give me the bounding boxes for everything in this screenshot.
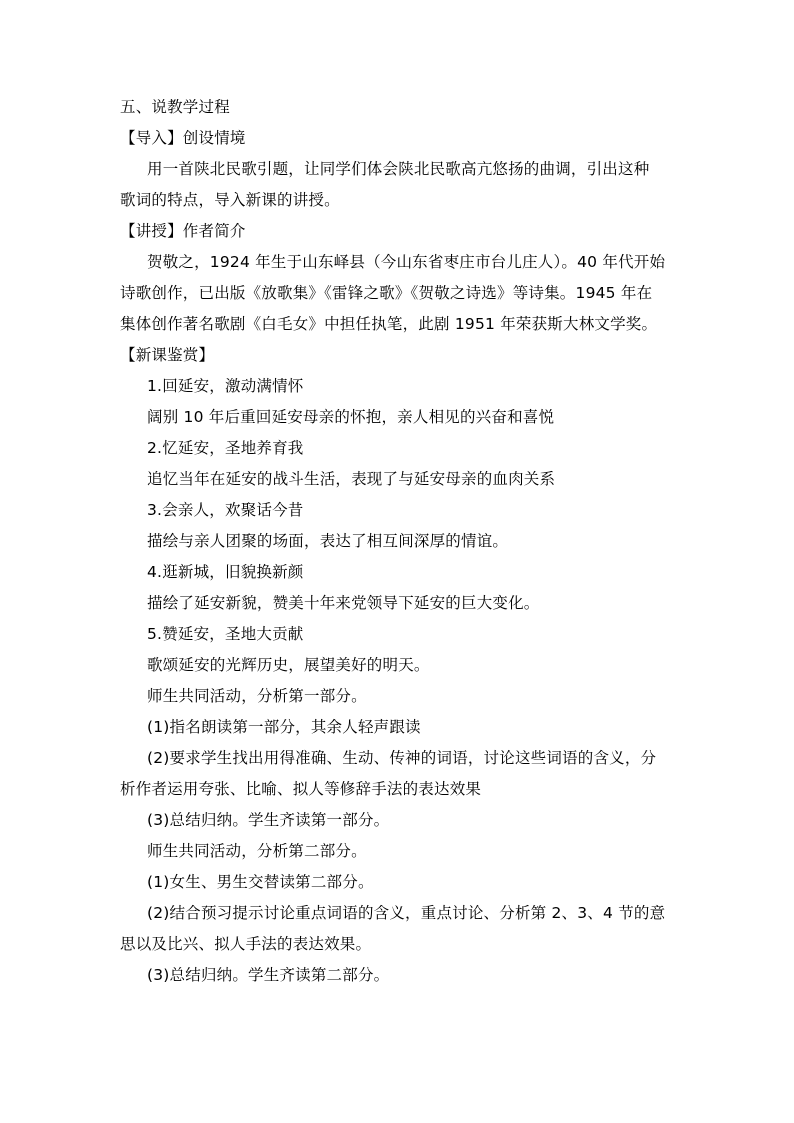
activity-2-step-2-line-2: 思以及比兴、拟人手法的表达效果。 — [120, 935, 372, 953]
author-text-line-3: 集体创作著名歌剧《白毛女》中担任执笔，此剧 1951 年荣获斯大林文学奖。 — [120, 315, 658, 333]
author-text-line-1: 贺敬之，1924 年生于山东峄县（今山东省枣庄市台儿庄人）。40 年代开始 — [147, 253, 666, 271]
lecture-heading: 【讲授】作者简介 — [120, 222, 246, 240]
activity-2-step-3: (3)总结归纳。学生齐读第二部分。 — [147, 966, 390, 984]
section-2-desc: 追忆当年在延安的战斗生活，表现了与延安母亲的血肉关系 — [147, 470, 556, 488]
section-4-title: 4.逛新城，旧貌换新颜 — [147, 563, 304, 581]
activity-1-step-2-line-1: (2)要求学生找出用得准确、生动、传神的词语，讨论这些词语的含义，分 — [147, 749, 657, 767]
intro-text-line-2: 歌词的特点，导入新课的讲授。 — [120, 191, 340, 209]
section-3-title: 3.会亲人，欢聚话今昔 — [147, 501, 304, 519]
section-3-desc: 描绘与亲人团聚的场面，表达了相互间深厚的情谊。 — [147, 532, 509, 550]
intro-text-line-1: 用一首陕北民歌引题，让同学们体会陕北民歌高亢悠扬的曲调，引出这种 — [147, 160, 650, 178]
section-1-desc: 阔别 10 年后重回延安母亲的怀抱，亲人相见的兴奋和喜悦 — [147, 408, 555, 426]
author-text-line-2: 诗歌创作，已出版《放歌集》《雷锋之歌》《贺敬之诗选》等诗集。1945 年在 — [120, 284, 653, 302]
intro-heading: 【导入】创设情境 — [120, 129, 246, 147]
activity-1-step-2-line-2: 析作者运用夸张、比喻、拟人等修辞手法的表达效果 — [120, 780, 482, 798]
activity-2-heading: 师生共同活动，分析第二部分。 — [147, 842, 367, 860]
document-body — [120, 92, 680, 991]
section-1-title: 1.回延安，激动满情怀 — [147, 377, 304, 395]
activity-1-step-3: (3)总结归纳。学生齐读第一部分。 — [147, 811, 390, 829]
section-title: 五、说教学过程 — [120, 98, 230, 116]
activity-2-step-1: (1)女生、男生交替读第二部分。 — [147, 873, 374, 891]
section-4-desc: 描绘了延安新貌，赞美十年来党领导下延安的巨大变化。 — [147, 594, 540, 612]
activity-1-step-1: (1)指名朗读第一部分，其余人轻声跟读 — [147, 718, 421, 736]
section-2-title: 2.忆延安，圣地养育我 — [147, 439, 304, 457]
activity-1-heading: 师生共同活动，分析第一部分。 — [147, 687, 367, 705]
appreciation-heading: 【新课鉴赏】 — [120, 346, 215, 364]
section-5-title: 5.赞延安，圣地大贡献 — [147, 625, 304, 643]
activity-2-step-2-line-1: (2)结合预习提示讨论重点词语的含义，重点讨论、分析第 2、3、4 节的意 — [147, 904, 666, 922]
section-5-desc: 歌颂延安的光辉历史，展望美好的明天。 — [147, 656, 430, 674]
